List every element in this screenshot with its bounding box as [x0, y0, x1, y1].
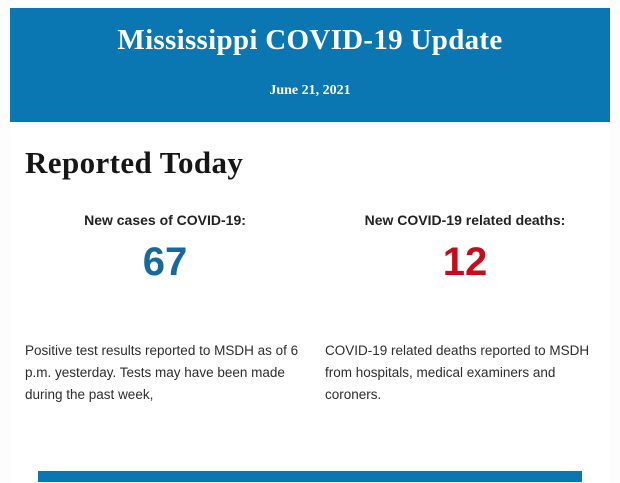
new-deaths-value: 12	[442, 240, 488, 285]
new-deaths-description: COVID-19 related deaths reported to MSDH from hospitals, medical examiners and coroners.	[325, 343, 590, 403]
stat-new-cases	[25, 213, 305, 406]
new-cases-label: New cases of COVID-19:	[84, 212, 246, 229]
newsletter-title: Mississippi COVID-19 Update	[117, 24, 503, 56]
newsletter-header	[10, 8, 610, 122]
reported-today-section	[0, 122, 620, 406]
newsletter-date: June 21, 2021	[269, 83, 351, 99]
new-deaths-label: New COVID-19 related deaths:	[364, 212, 566, 229]
new-cases-description: Positive test results reported to MSDH as of 6 p.m. yesterday. Tests may have been made during the past week,	[25, 343, 299, 403]
section-title: Reported Today	[25, 145, 244, 180]
stat-new-deaths	[325, 213, 605, 406]
next-section-bar	[38, 471, 582, 482]
new-cases-value: 67	[142, 240, 188, 285]
stats-row	[0, 213, 620, 406]
